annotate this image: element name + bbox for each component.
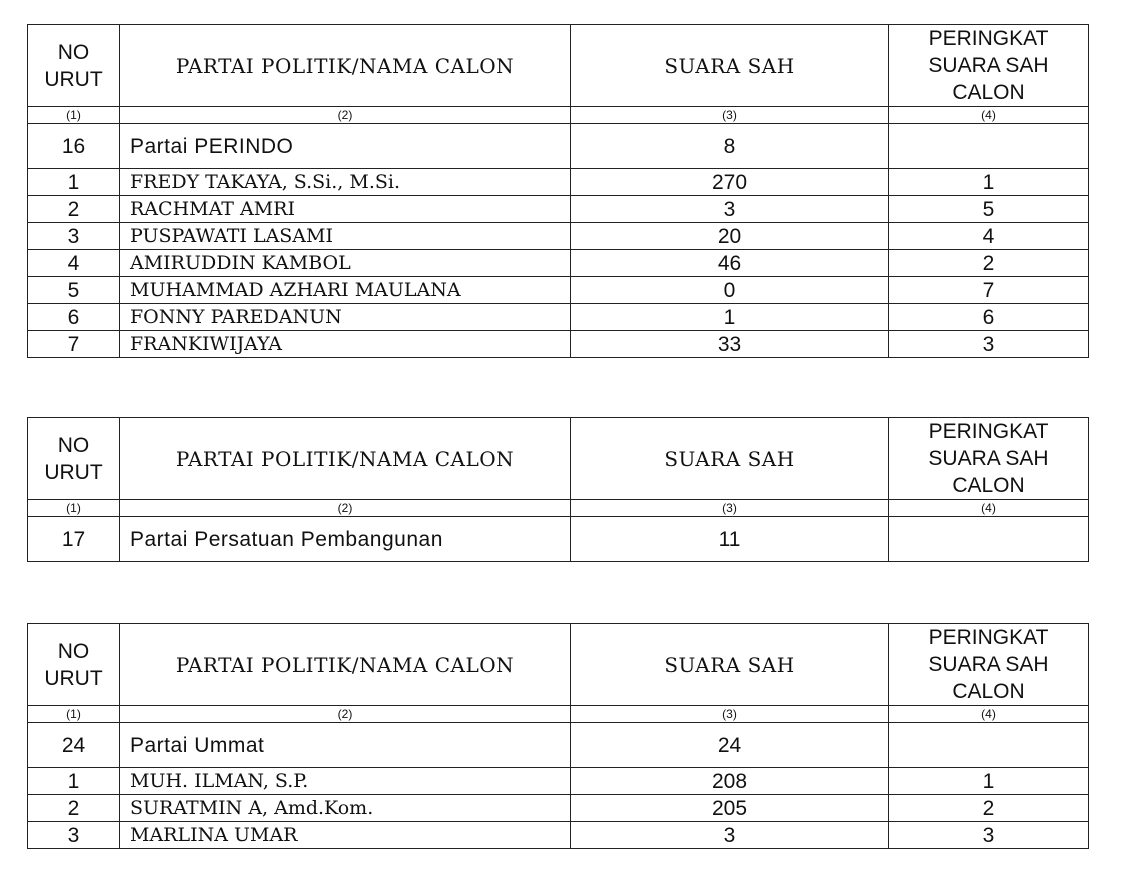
candidate-name: SURATMIN A, Amd.Kom. bbox=[120, 795, 571, 822]
party-rank bbox=[889, 124, 1089, 169]
party-row bbox=[28, 517, 1089, 562]
colnum-1: (1) bbox=[28, 500, 120, 517]
table-header-row bbox=[28, 25, 1089, 107]
candidate-row bbox=[28, 331, 1089, 358]
candidate-no: 1 bbox=[28, 169, 120, 196]
column-number-row bbox=[28, 706, 1089, 723]
candidate-votes: 3 bbox=[571, 822, 889, 849]
party-rank bbox=[889, 517, 1089, 562]
header-rank: PERINGKAT SUARA SAH CALON bbox=[889, 25, 1089, 107]
results-table-perindo bbox=[27, 24, 1089, 358]
candidate-votes: 205 bbox=[571, 795, 889, 822]
column-number-row bbox=[28, 107, 1089, 124]
header-no-urut: NO URUT bbox=[28, 624, 120, 706]
header-valid-votes: SUARA SAH bbox=[571, 624, 889, 706]
results-table-ppp bbox=[27, 417, 1089, 562]
table-header-row bbox=[28, 624, 1089, 706]
colnum-4: (4) bbox=[889, 500, 1089, 517]
candidate-no: 3 bbox=[28, 822, 120, 849]
candidate-no: 4 bbox=[28, 250, 120, 277]
candidate-row bbox=[28, 169, 1089, 196]
candidate-row bbox=[28, 223, 1089, 250]
candidate-votes: 0 bbox=[571, 277, 889, 304]
candidate-no: 3 bbox=[28, 223, 120, 250]
candidate-name: MUH. ILMAN, S.P. bbox=[120, 768, 571, 795]
candidate-votes: 20 bbox=[571, 223, 889, 250]
colnum-2: (2) bbox=[120, 107, 571, 124]
party-rank bbox=[889, 723, 1089, 768]
party-no: 17 bbox=[28, 517, 120, 562]
candidate-name: RACHMAT AMRI bbox=[120, 196, 571, 223]
candidate-name: MUHAMMAD AZHARI MAULANA bbox=[120, 277, 571, 304]
candidate-rank: 1 bbox=[889, 768, 1089, 795]
candidate-rank: 3 bbox=[889, 331, 1089, 358]
colnum-1: (1) bbox=[28, 107, 120, 124]
candidate-rank: 4 bbox=[889, 223, 1089, 250]
candidate-row bbox=[28, 768, 1089, 795]
candidate-rank: 6 bbox=[889, 304, 1089, 331]
candidate-rank: 7 bbox=[889, 277, 1089, 304]
party-name: Partai Persatuan Pembangunan bbox=[120, 517, 571, 562]
candidate-row bbox=[28, 304, 1089, 331]
colnum-3: (3) bbox=[571, 107, 889, 124]
candidate-rank: 1 bbox=[889, 169, 1089, 196]
colnum-1: (1) bbox=[28, 706, 120, 723]
candidate-rank: 3 bbox=[889, 822, 1089, 849]
colnum-2: (2) bbox=[120, 706, 571, 723]
colnum-4: (4) bbox=[889, 107, 1089, 124]
party-votes: 24 bbox=[571, 723, 889, 768]
candidate-no: 5 bbox=[28, 277, 120, 304]
candidate-votes: 46 bbox=[571, 250, 889, 277]
header-no-urut: NO URUT bbox=[28, 25, 120, 107]
candidate-no: 6 bbox=[28, 304, 120, 331]
header-party-name: PARTAI POLITIK/NAMA CALON bbox=[120, 25, 571, 107]
results-table-ummat bbox=[27, 623, 1089, 849]
candidate-votes: 33 bbox=[571, 331, 889, 358]
header-no-urut: NO URUT bbox=[28, 418, 120, 500]
party-no: 24 bbox=[28, 723, 120, 768]
candidate-votes: 1 bbox=[571, 304, 889, 331]
candidate-votes: 270 bbox=[571, 169, 889, 196]
candidate-name: FRANKIWIJAYA bbox=[120, 331, 571, 358]
candidate-name: AMIRUDDIN KAMBOL bbox=[120, 250, 571, 277]
header-valid-votes: SUARA SAH bbox=[571, 418, 889, 500]
candidate-row bbox=[28, 250, 1089, 277]
party-votes: 8 bbox=[571, 124, 889, 169]
colnum-3: (3) bbox=[571, 500, 889, 517]
colnum-3: (3) bbox=[571, 706, 889, 723]
header-rank: PERINGKAT SUARA SAH CALON bbox=[889, 624, 1089, 706]
party-name: Partai PERINDO bbox=[120, 124, 571, 169]
candidate-no: 7 bbox=[28, 331, 120, 358]
header-rank: PERINGKAT SUARA SAH CALON bbox=[889, 418, 1089, 500]
candidate-no: 1 bbox=[28, 768, 120, 795]
column-number-row bbox=[28, 500, 1089, 517]
table-header-row bbox=[28, 418, 1089, 500]
candidate-rank: 2 bbox=[889, 795, 1089, 822]
candidate-row bbox=[28, 196, 1089, 223]
candidate-name: FONNY PAREDANUN bbox=[120, 304, 571, 331]
party-row bbox=[28, 124, 1089, 169]
candidate-votes: 208 bbox=[571, 768, 889, 795]
candidate-rank: 2 bbox=[889, 250, 1089, 277]
party-no: 16 bbox=[28, 124, 120, 169]
candidate-name: MARLINA UMAR bbox=[120, 822, 571, 849]
candidate-row bbox=[28, 795, 1089, 822]
header-valid-votes: SUARA SAH bbox=[571, 25, 889, 107]
candidate-name: PUSPAWATI LASAMI bbox=[120, 223, 571, 250]
colnum-2: (2) bbox=[120, 500, 571, 517]
candidate-name: FREDY TAKAYA, S.Si., M.Si. bbox=[120, 169, 571, 196]
header-party-name: PARTAI POLITIK/NAMA CALON bbox=[120, 624, 571, 706]
candidate-rank: 5 bbox=[889, 196, 1089, 223]
candidate-row bbox=[28, 822, 1089, 849]
party-votes: 11 bbox=[571, 517, 889, 562]
candidate-votes: 3 bbox=[571, 196, 889, 223]
header-party-name: PARTAI POLITIK/NAMA CALON bbox=[120, 418, 571, 500]
candidate-no: 2 bbox=[28, 196, 120, 223]
candidate-no: 2 bbox=[28, 795, 120, 822]
party-row bbox=[28, 723, 1089, 768]
colnum-4: (4) bbox=[889, 706, 1089, 723]
candidate-row bbox=[28, 277, 1089, 304]
party-name: Partai Ummat bbox=[120, 723, 571, 768]
